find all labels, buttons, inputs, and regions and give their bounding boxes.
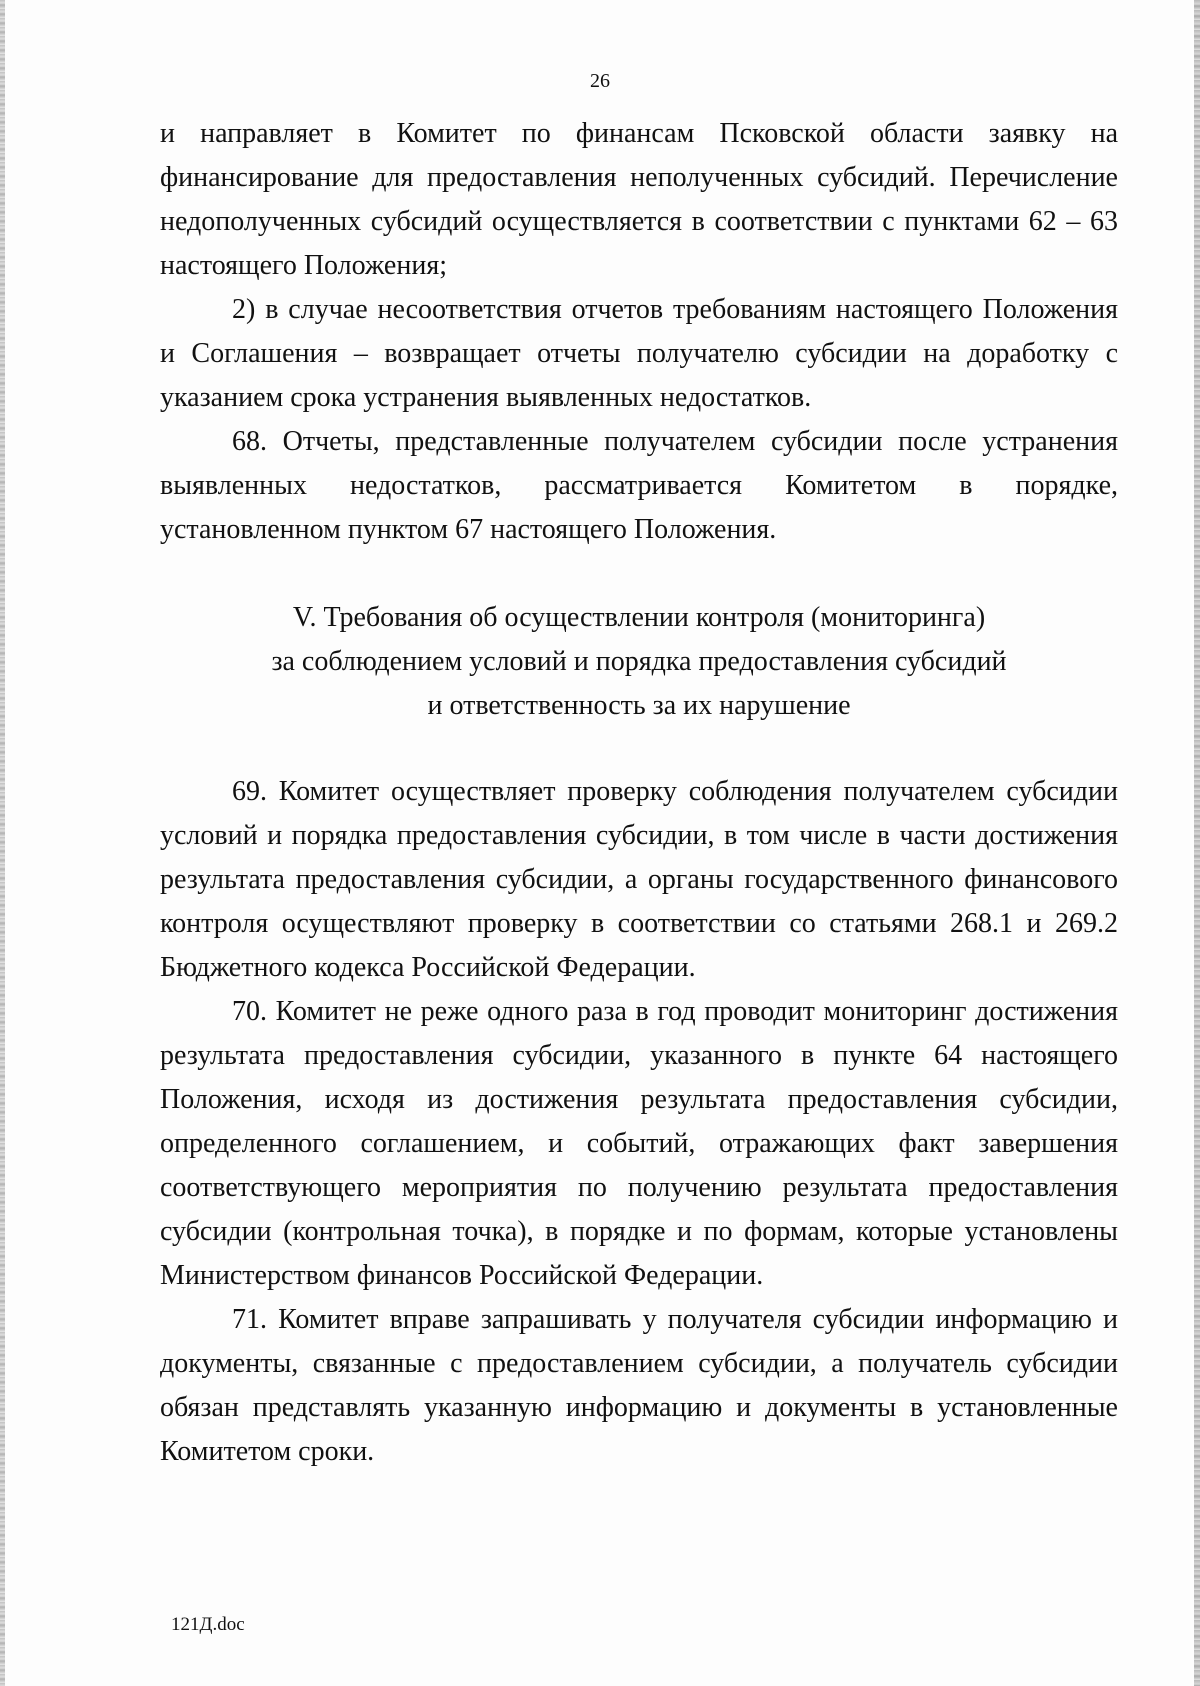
paragraph-71: 71. Комитет вправе запрашивать у получателя субсидии информацию и документы, связанные с предоставлением субсидии, а получатель субсидии обязан представлять указанную информацию и документы в установленные Комитетом сроки. [160,1304,1118,1467]
paragraph-69: 69. Комитет осуществляет проверку соблюдения получателем субсидии условий и порядка предоставления субсидии, в том числе в части достижения результата предоставления субсидии, а органы государственного финансового контроля осуществляют проверку в соответствии со статьями 268.1 и 269.2 Бюджетного кодекса Российской Федерации. [160,776,1118,983]
section-heading-line-1: V. Требования об осуществлении контроля (мониторинга) [292,602,986,633]
section-heading-line-2: за соблюдением условий и порядка предоставления субсидий [271,646,1007,677]
page-number: 26 [590,70,610,92]
section-heading [160,596,1118,728]
text-block-bottom [160,770,1118,1474]
scan-edge-right [1194,0,1200,1686]
paragraph-70: 70. Комитет не реже одного раза в год проводит мониторинг достижения результата предоставления субсидии, указанного в пункте 64 настоящего Положения, исходя из достижения результата предоставления субсидии, определенного соглашением, и событий, отражающих факт завершения соответствующего мероприятия по получению результата предоставления субсидии (контрольная точка), в порядке и по формам, которые установлены Министерством финансов Российской Федерации. [160,996,1118,1291]
scan-edge-left [0,0,5,1686]
section-heading-line-3: и ответственность за их нарушение [427,690,851,721]
text-block-top [160,112,1118,552]
paragraph-68: 68. Отчеты, представленные получателем субсидии после устранения выявленных недостатков, рассматривается Комитетом в порядке, установленном пунктом 67 настоящего Положения. [160,426,1118,545]
footer-filename: 121Д.doc [171,1614,245,1635]
paragraph-continuation: и направляет в Комитет по финансам Псковской области заявку на финансирование для предоставления неполученных субсидий. Перечисление недополученных субсидий осуществляется в соответствии с пунктами 62 – 63 настоящего Положения; [160,118,1118,281]
paragraph-item-2: 2) в случае несоответствия отчетов требованиям настоящего Положения и Соглашения – возвращает отчеты получателю субсидии на доработку с указанием срока устранения выявленных недостатков. [160,294,1118,413]
